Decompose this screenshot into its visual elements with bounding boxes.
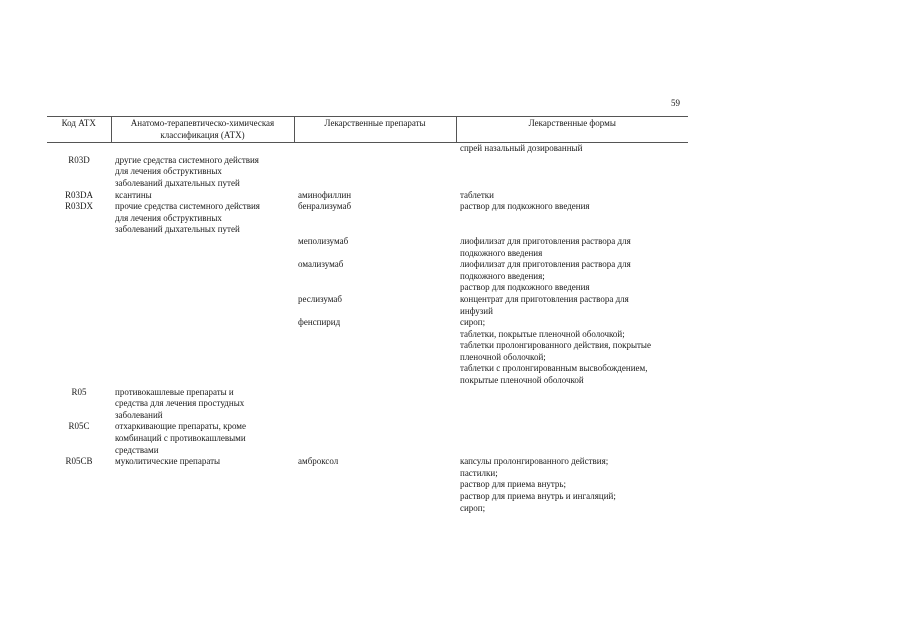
atc-code-cell: R05C bbox=[68, 421, 90, 432]
dosage-forms-cell bbox=[456, 421, 688, 456]
dosage-forms-cell bbox=[456, 387, 688, 422]
drug-cell: реслизумаб bbox=[298, 293, 342, 304]
atc-code-cell bbox=[47, 317, 111, 387]
atc-code-cell bbox=[47, 143, 111, 155]
table-row bbox=[47, 259, 688, 294]
drug-cell: аминофиллин bbox=[298, 189, 352, 200]
dosage-forms-cell bbox=[456, 155, 688, 190]
table-row bbox=[47, 317, 688, 387]
classification-cell bbox=[111, 143, 294, 155]
drug-cell: амброксол bbox=[298, 456, 339, 467]
classification-cell bbox=[111, 236, 294, 259]
atc-code-cell: R03DA bbox=[64, 189, 93, 200]
dosage-forms-cell: лиофилизат для приготовления раствора для подкожного введения; раствор для подкожного введения bbox=[460, 259, 631, 293]
atc-code-cell: R03D bbox=[68, 154, 90, 165]
header-atc-classification: Анатомо-терапевтическо-химическая классификация (АТХ) bbox=[111, 117, 294, 143]
table-row bbox=[47, 143, 688, 155]
table-row bbox=[47, 201, 688, 236]
header-dosage-forms: Лекарственные формы bbox=[456, 117, 688, 143]
drug-cell bbox=[294, 387, 456, 422]
table-row bbox=[47, 456, 688, 514]
classification-cell: муколитические препараты bbox=[115, 456, 221, 467]
table-row bbox=[47, 294, 688, 317]
atc-code-cell bbox=[47, 236, 111, 259]
drug-cell: фенспирид bbox=[298, 317, 341, 328]
drug-cell: меполизумаб bbox=[298, 235, 349, 246]
dosage-forms-cell: раствор для подкожного введения bbox=[460, 201, 590, 212]
drug-cell bbox=[294, 143, 456, 155]
atc-code-cell: R05 bbox=[71, 386, 87, 397]
atc-drug-table bbox=[47, 116, 688, 514]
page-number: 59 bbox=[671, 98, 680, 108]
classification-cell: ксантины bbox=[115, 189, 152, 200]
drug-cell: омализумаб bbox=[298, 259, 344, 270]
table-row bbox=[47, 155, 688, 190]
classification-cell bbox=[111, 317, 294, 387]
header-drugs: Лекарственные препараты bbox=[294, 117, 456, 143]
table-header-row bbox=[47, 117, 688, 143]
dosage-forms-cell: концентрат для приготовления раствора для инфузий bbox=[460, 293, 629, 316]
table-row bbox=[47, 387, 688, 422]
dosage-forms-cell: таблетки bbox=[460, 189, 495, 200]
classification-cell: отхаркивающие препараты, кроме комбинаций с противокашлевыми средствами bbox=[115, 421, 246, 455]
drug-cell bbox=[294, 155, 456, 190]
table-row bbox=[47, 190, 688, 202]
atc-code-cell bbox=[47, 259, 111, 294]
dosage-forms-cell: сироп; таблетки, покрытые пленочной оболочкой; таблетки пролонгированного действия, покрытые пленочной оболочкой; таблетки с пролонгированным высвобождением, покрытые пленочной оболочкой bbox=[460, 317, 651, 386]
atc-code-cell bbox=[47, 294, 111, 317]
table-row bbox=[47, 236, 688, 259]
dosage-forms-cell: спрей назальный дозированный bbox=[460, 143, 583, 154]
dosage-forms-cell: капсулы пролонгированного действия; пастилки; раствор для приема внутрь; раствор для приема внутрь и ингаляций; сироп; bbox=[460, 456, 616, 513]
table-row bbox=[47, 421, 688, 456]
classification-cell bbox=[111, 294, 294, 317]
atc-code-cell: R05CB bbox=[65, 456, 93, 467]
drug-cell: бенрализумаб bbox=[298, 201, 352, 212]
atc-code-cell: R03DX bbox=[64, 201, 93, 212]
classification-cell: прочие средства системного действия для лечения обструктивных заболеваний дыхательных путей bbox=[115, 201, 260, 235]
classification-cell bbox=[111, 259, 294, 294]
classification-cell: другие средства системного действия для лечения обструктивных заболеваний дыхательных путей bbox=[115, 154, 259, 188]
drug-cell bbox=[294, 421, 456, 456]
dosage-forms-cell: лиофилизат для приготовления раствора для подкожного введения bbox=[460, 235, 631, 258]
header-atc-code: Код АТХ bbox=[47, 117, 111, 143]
classification-cell: противокашлевые препараты и средства для лечения простудных заболеваний bbox=[115, 386, 245, 420]
